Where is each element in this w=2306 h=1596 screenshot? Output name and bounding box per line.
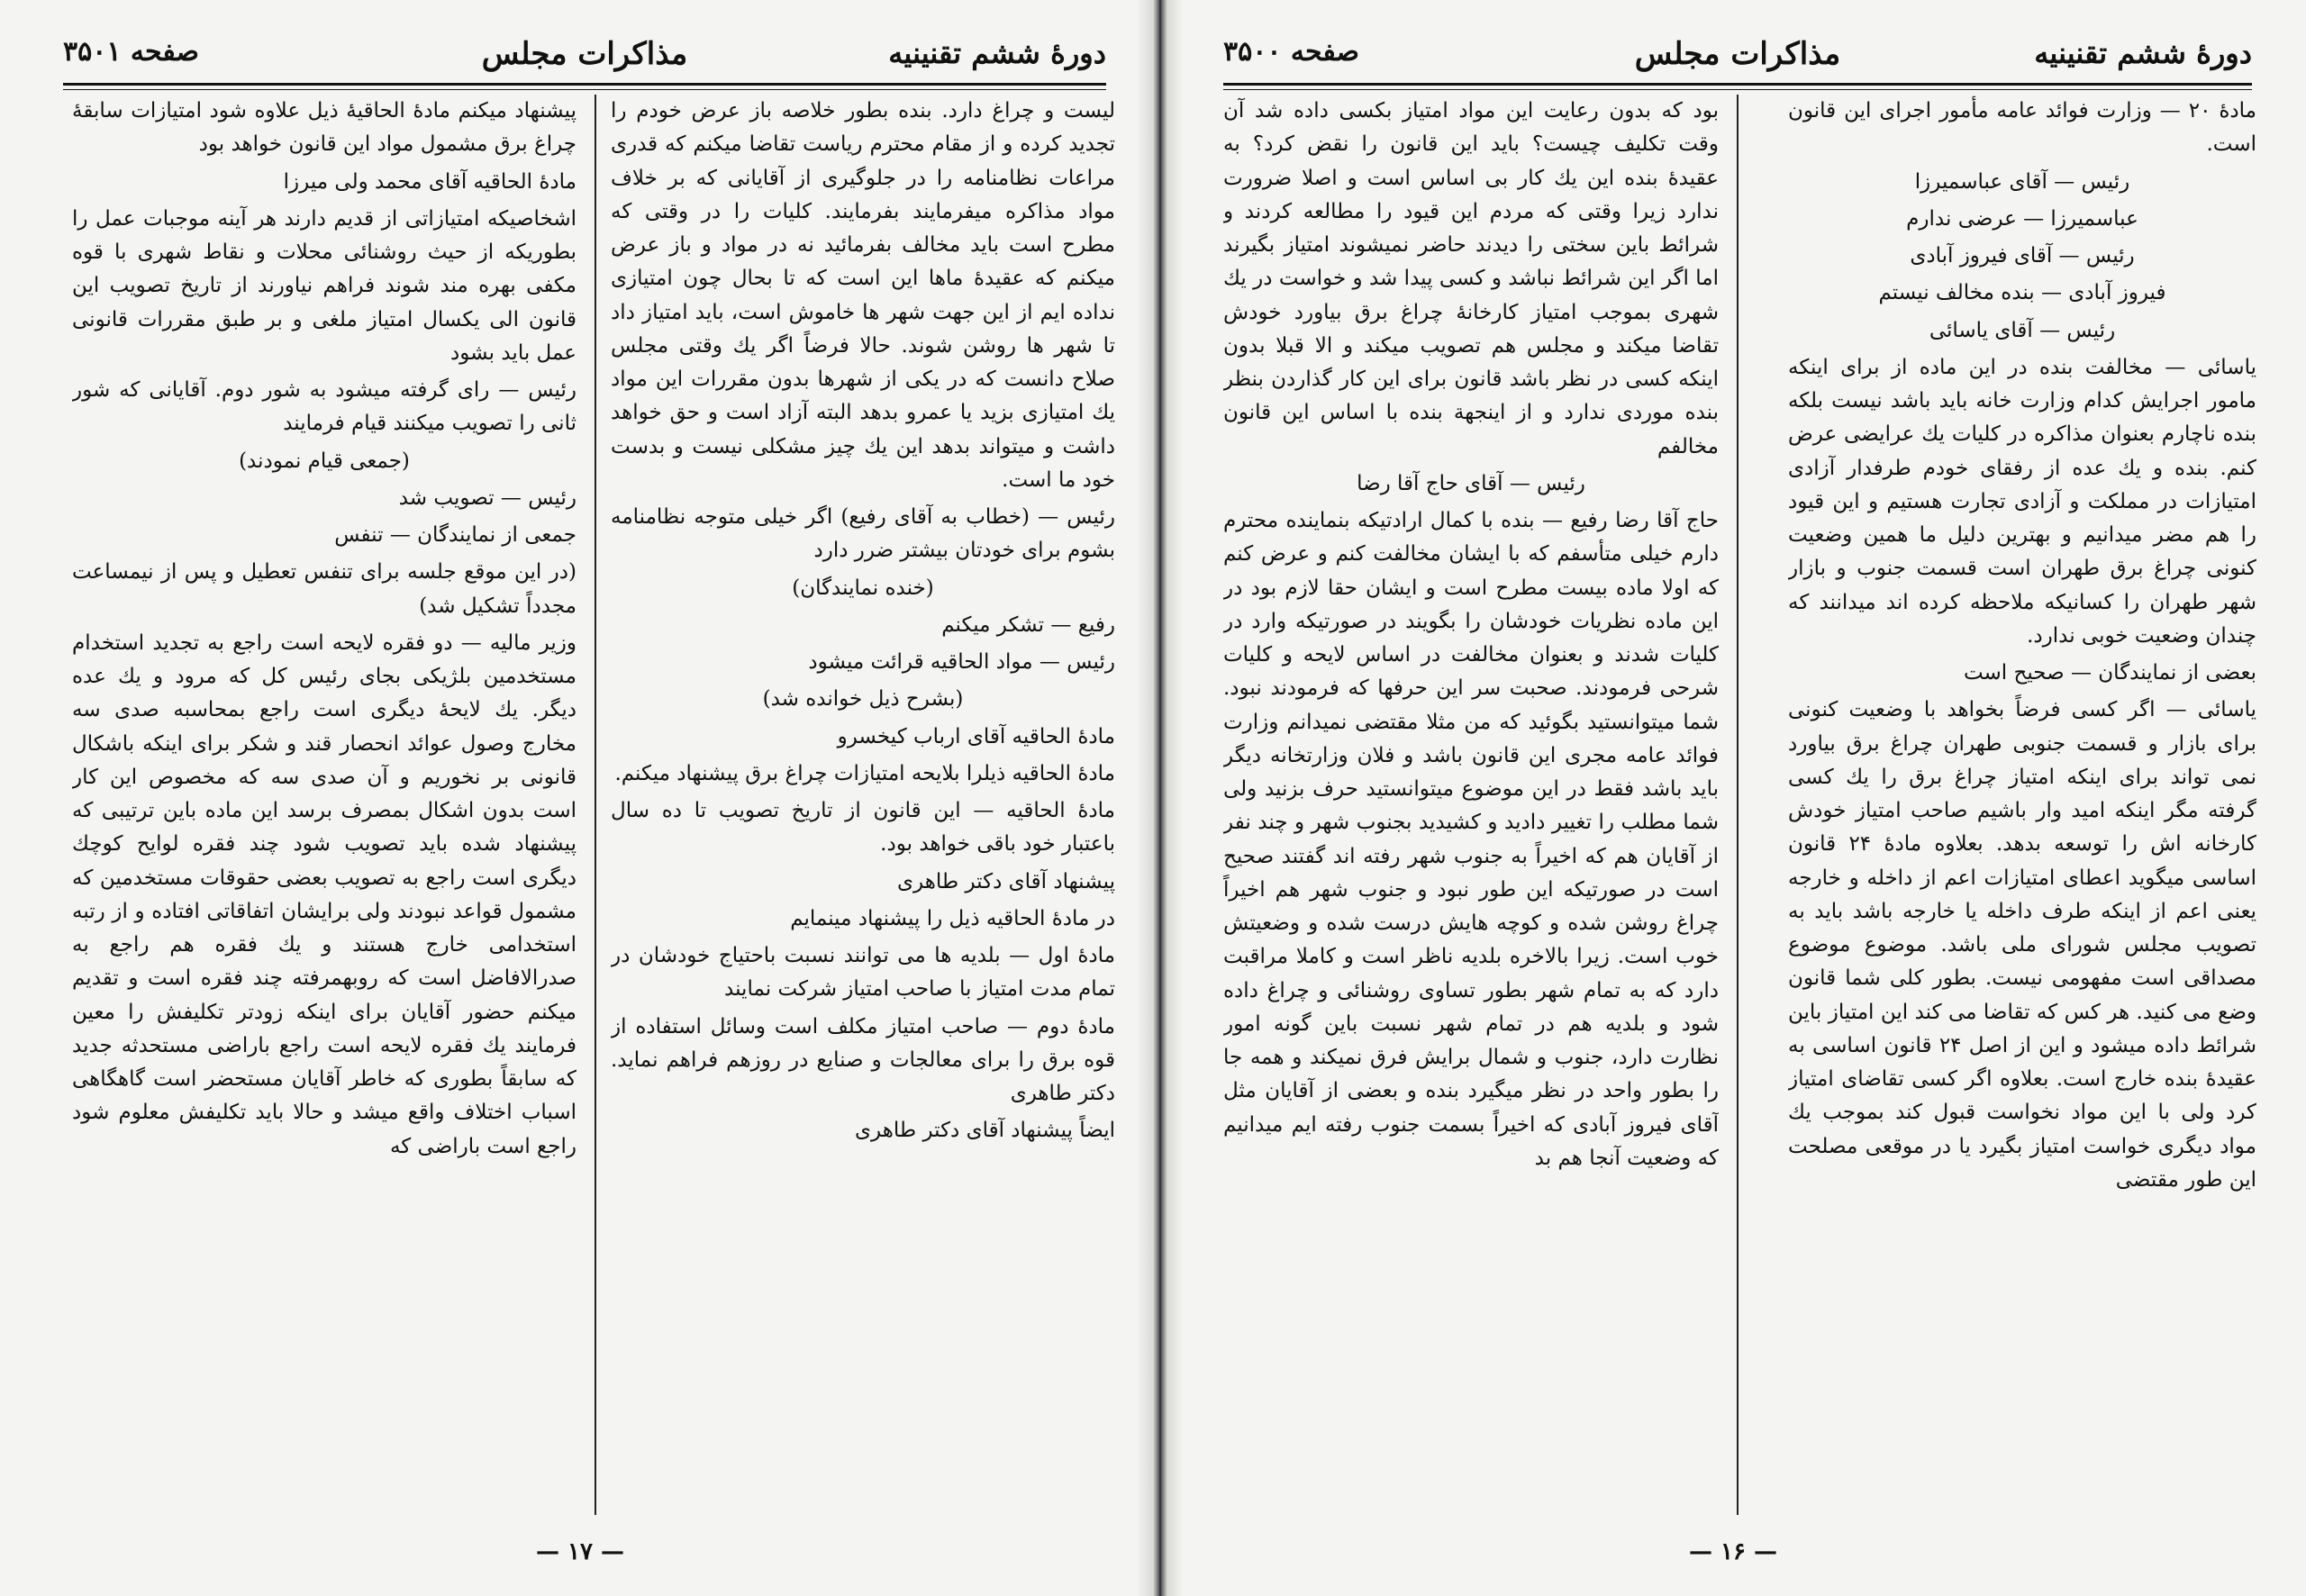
right-page-left-column <box>1223 95 1719 1542</box>
paragraph: (در این موقع جلسه برای تنفس تعطیل و پس از نیمساعت مجدداً تشکیل شد) <box>72 560 576 618</box>
paragraph: مادهٔ اول — بلدیه ها می توانند نسبت باحتیاج خودشان در تمام مدت امتیاز با صاحب امتیاز شرکت نمایند <box>611 944 1115 1002</box>
right-page-header <box>1223 36 2252 81</box>
paragraph: (بشرح ذیل خوانده شد) <box>762 687 964 712</box>
paragraph: (خنده نمایندگان) <box>792 576 934 600</box>
paragraph: رئیس — آقای عباسمیرزا <box>1914 169 2130 194</box>
paragraph: بعضی از نمایندگان — صحیح است <box>1963 661 2256 685</box>
book-gutter <box>1137 0 1184 1596</box>
paragraph: رئیس — تصویب شد <box>398 485 576 510</box>
paragraph: مادهٔ ۲۰ — وزارت فوائد عامه مأمور اجرای این قانون است. <box>1788 99 2256 157</box>
paragraph: رئیس — آقای یاسائی <box>1929 318 2116 342</box>
column-separator <box>1737 95 1739 1515</box>
paragraph: یاسائی — اگر کسی فرضاً بخواهد با وضعیت کنونی برای بازار و قسمت جنوبی طهران چراغ برق بیاورد نمی تواند برای اینکه امتیاز چراغ برق را یك کسی گرفته مگر اینکه امید وار باشیم صاحب امتیاز خودش کارخانه اش را توسعه بدهد. بعلاوه مادهٔ ۲۴ قانون اساسی میگوید اعطای امتیازات اعم از داخله و خارجه یعنی اعم از اینکه طرف داخله یا خارجه باشد باید به تصویب مجلس شورای ملی باشد. موضوع موضوع مصداقی است مفهومی نیست. بطور کلی شما قانون وضع می کنید. هر کس که تقاضا می کند این امتیاز باین شرائط داده میشود و این از اصل ۲۴ قانون اساسی به عقیدهٔ بنده خارج است. بعلاوه اگر کسی تقاضای امتیاز کرد ولی با این مواد نخواست قبول کند بموجب یك مواد دیگری خواست امتیاز بگیرد یا در موقعی مصلحت این طور مقتضی <box>1788 698 2256 1192</box>
paragraph: عباسمیرزا — عرضی ندارم <box>1906 206 2138 231</box>
paragraph: پیشنهاد آقای دکتر طاهری <box>897 869 1115 893</box>
column-separator <box>595 95 596 1515</box>
paragraph: (جمعی قیام نمودند) <box>239 449 410 473</box>
paragraph: مادهٔ الحاقیه آقای ارباب کیخسرو <box>837 724 1115 748</box>
paragraph: اشخاصیکه امتیازاتی از قدیم دارند هر آینه موجبات عمل را بطوریکه از حیث روشنائی محلات و نقاط شهری با قوه مکفی بهره مند شوند فراهم نیاورند از تاریخ تصویب این قانون الی یکسال امتیاز ملغی و بر طبق مقررات قانونی عمل باید بشود <box>72 206 576 365</box>
right-page-right-column <box>1788 95 2256 1542</box>
paragraph: وزیر مالیه — دو فقره لایحه است راجع به تجدید استخدام مستخدمین بلژیکی بجای رئیس کل که مرود و یك عده دیگر. یك لایحهٔ دیگری است راجع بمحاسبه صدی سه مخارج وصول عوائد انحصار قند و شکر برای اینکه باشکال قانونی بر نخوریم و آن صدی سه که مخصوص این کار است بدون اشکال بمصرف برسد این ماده باین ترتیبی که پیشنهاد شده باید تصویب شود چند فقره لوایح کوچك دیگری است راجع به تصویب بعضی حقوقات مستخدمین که مشمول قواعد نبودند ولی برایشان اتفاقاتی افتاده و از رتبه استخدامی خارج هستند و یك فقره هم راجع به صدرالافاضل است که روبهمرفته چند فقره است و تقدیم میکنم حضور آقایان برای اینکه زودتر تکلیفش را معین فرمایند یك فقره لایحه است راجع باراضی مستحدثه جدید که سابقاً بطوری که خاطر آقایان مستحضر است گاهگاهی اسباب اختلاف واقع میشد و حالا باید تکلیفش معلوم شود راجع است باراضی که <box>72 630 576 1158</box>
paragraph: بود که بدون رعایت این مواد امتیاز بکسی داده شد آن وقت تکلیف چیست؟ باید این قانون را نقض کرد؟ به عقیدهٔ بنده این یك کار بی اساس است و اصلا ضرورت ندارد زیرا وقتی که مردم این قیود را مطالعه کردند و شرائط باین سختی را دیدند حاضر نمیشوند امتیاز بگیرند اما اگر این شرائط نباشد و کسی پیدا شد و خواست در یك شهری بموجب امتیاز کارخانهٔ چراغ برق بیاورد خودش تقاضا میکند و مجلس هم تصویب میکند و الا قبلا بدون اینکه کسی در نظر باشد قانون برای این کار گذاردن بنظر بنده موردی ندارد و از اینجهة بنده با اساس این قانون مخالفم <box>1223 99 1719 458</box>
paragraph: یاسائی — مخالفت بنده در این ماده از برای اینکه مامور اجرایش کدام وزارت خانه باید باشد نیست بلکه بنده ناچارم بعنوان مذاکره در کلیات یك عرایضی عرض کنم. بنده و یك عده از رفقای خودم طرفدار آزادی امتیازات در مملکت و آزادی تجارت هستیم و این قیود را هم مضر میدانیم و بهترین دلیل ما همین وضعیت کنونی چراغ برق طهران است قسمت جنوب و بازار شهر طهران را کسانیکه ملاحظه کرده اند میدانند که چندان وضعیت خوبی ندارد. <box>1788 355 2256 648</box>
header-rule <box>63 83 1106 90</box>
paragraph: مادهٔ الحاقیه — این قانون از تاریخ تصویب تا ده سال باعتبار خود باقی خواهد بود. <box>611 799 1115 857</box>
paragraph: رئیس — آقای فیروز آبادی <box>1910 244 2135 268</box>
paragraph: لیست و چراغ دارد. بنده بطور خلاصه باز عرض خودم را تجدید کرده و از مقام محترم ریاست تقاضا میکنم که قدری مراعات نظامنامه را در جلوگیری از آقایانی که بر خلاف مواد مذاکره میفرمایند بفرمایند. کلیات را در وقتی که مطرح است باید مخالف بفرمائید نه در مواد و باز عرض میکنم که عقیدهٔ ماها این است که تا بحال چون امتیازی نداده ایم از این جهت شهر ها خاموش است، باید امتیاز داد تا شهر ها روشن شوند. حالا فرضاً اگر یك وقتی مجلس صلاح دانست که در یکی از شهرها بدون مقررات این مواد یك امتیازی بزید یا عمرو بدهد البته آزاد است و حق خواهد داشت و میتواند بدهد این یك چیز مشکلی نیست و بدست خود ما است. <box>611 99 1115 492</box>
paragraph: رئیس — (خطاب به آقای رفیع) اگر خیلی متوجه نظامنامه بشوم برای خودتان بیشتر ضرر دارد <box>611 505 1115 563</box>
paragraph: رئیس — آقای حاج آقا رضا <box>1357 471 1585 495</box>
paragraph: مادهٔ الحاقیه آقای محمد ولی میرزا <box>283 169 576 194</box>
page-number-label: صفحه ۳۵۰۱ <box>63 36 199 68</box>
page-number-label: صفحه ۳۵۰۰ <box>1223 36 1359 68</box>
paragraph: ایضاً پیشنهاد آقای دکتر طاهری <box>855 1119 1115 1143</box>
paragraph: مادهٔ دوم — صاحب امتیاز مکلف است وسائل استفاده از قوه برق را برای معالجات و صنایع در روزهم فراهم نماید. دکتر طاهری <box>611 1014 1115 1105</box>
paragraph: حاج آقا رضا رفیع — بنده با کمال ارادتیکه بنماینده محترم دارم خیلی متأسفم که با ایشان مخالفت کنم و عرض کنم که اولا ماده بیست مطرح است و ایشان حقا لازم بود در این ماده نظریات خودشان را بگویند در صورتیکه وارد در کلیات شدند و بعنوان مخالفت در اساس لایحه و کلیات شرحی فرمودند. صحبت سر این حرفها که فرمودند نبود. شما میتوانستید بگوئید که من مثلا مقتضی نمیدانم وزارت فوائد عامه مجری این قانون باشد و فلان وزارتخانه دیگر باید باشد فقط در این موضوع میتوانستید حرف بزنید ولی شما مطلب را تغییر دادید و کشیدید بجنوب شهر و چند نفر از آقایان هم که اخیراً به جنوب شهر رفته اند گفتند صحیح است در صورتیکه این طور نبود و جنوب شهر هم اخیراً چراغ روشن شده و کوچه هایش درست شده و وضعیتش خوب است. زیرا بالاخره بلدیه ناظر است و کاملا مراقبت دارد که به تمام شهر بطور تساوی روشنائی و چراغ داده شود و بلدیه هم در تمام شهر نسبت باین گونه امور نظارت دارد، جنوب و شمال برایش فرق نمیکند و همه جا را بطور واحد در نظر میگیرد بنده و بعضی از آقایان مثل آقای فیروز آبادی که اخیراً بسمت جنوب رفته ایم میدانیم که وضعیت آنجا هم بد <box>1223 509 1719 1170</box>
session-label: دورهٔ ششم تقنینیه <box>888 36 1106 70</box>
left-page-left-column <box>72 95 576 1542</box>
paragraph: جمعی از نمایندگان — تنفس <box>334 523 576 547</box>
right-page <box>1160 0 2306 1596</box>
paragraph: رفیع — تشکر میکنم <box>941 612 1115 637</box>
left-page-footer: — ۱۷ — <box>535 1538 625 1565</box>
paragraph: در مادهٔ الحاقیه ذیل را پیشنهاد مینمایم <box>790 906 1115 930</box>
right-page-footer: — ۱۶ — <box>1688 1538 1778 1565</box>
header-rule <box>1223 83 2252 90</box>
session-label: دورهٔ ششم تقنینیه <box>2034 36 2252 70</box>
journal-title: مذاکرات مجلس <box>481 36 688 72</box>
paragraph: رئیس — رای گرفته میشود به شور دوم. آقایانی که شور ثانی را تصویب میکنند قیام فرمایند <box>72 378 576 436</box>
paragraph: رئیس — مواد الحاقیه قرائت میشود <box>808 650 1115 674</box>
paragraph: مادهٔ الحاقیه ذیلرا بلایحه امتیازات چراغ برق پیشنهاد میکنم. <box>614 761 1115 785</box>
left-page-right-column <box>611 95 1115 1542</box>
left-page-header <box>63 36 1106 81</box>
paragraph: پیشنهاد میکنم مادهٔ الحاقیهٔ ذیل علاوه شود امتیازات سابقهٔ چراغ برق مشمول مواد این قانون خواهد بود <box>72 99 576 157</box>
paragraph: فیروز آبادی — بنده مخالف نیستم <box>1878 281 2166 305</box>
journal-title: مذاکرات مجلس <box>1634 36 1841 72</box>
